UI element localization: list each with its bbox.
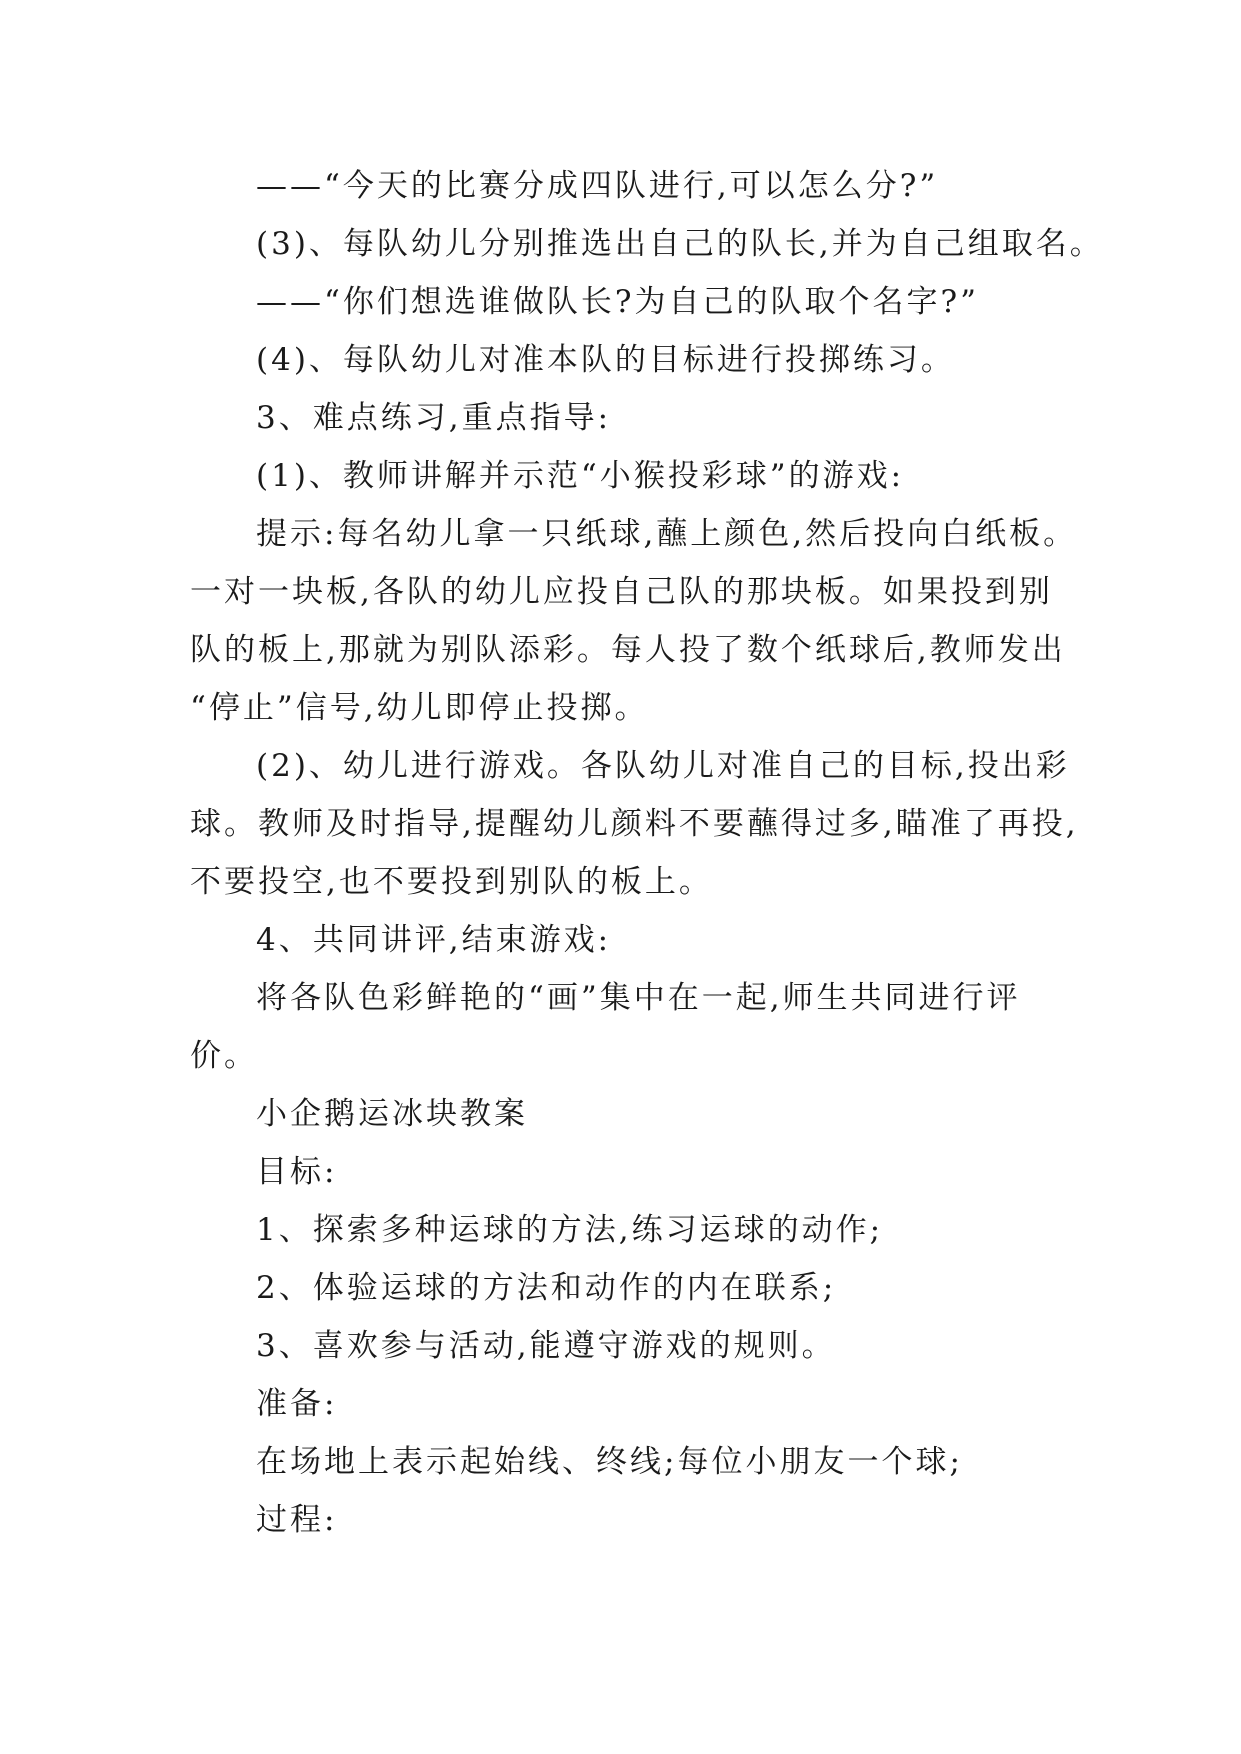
text-line: 将各队色彩鲜艳的“画”集中在一起,师生共同进行评: [256, 980, 1021, 1016]
text-line: 2、体验运球的方法和动作的内在联系;: [256, 1270, 837, 1306]
text-line: 价。: [190, 1038, 258, 1074]
text-line: 准备:: [256, 1386, 338, 1422]
section-title: 小企鹅运冰块教案: [256, 1096, 528, 1132]
text-line: ——“今天的比赛分成四队进行,可以怎么分?”: [256, 168, 939, 204]
text-line: 目标:: [256, 1154, 338, 1190]
text-line: (1)、教师讲解并示范“小猴投彩球”的游戏:: [256, 458, 905, 494]
text-line: 1、探索多种运球的方法,练习运球的动作;: [256, 1212, 884, 1248]
text-line: 队的板上,那就为别队添彩。每人投了数个纸球后,教师发出: [190, 632, 1066, 668]
text-line: 一对一块板,各队的幼儿应投自己队的那块板。如果投到别: [190, 574, 1053, 610]
text-line: (4)、每队幼儿对准本队的目标进行投掷练习。: [256, 342, 955, 378]
text-line: 4、共同讲评,结束游戏:: [256, 922, 612, 958]
text-line: (3)、每队幼儿分别推选出自己的队长,并为自己组取名。: [256, 226, 1104, 262]
text-line: “停止”信号,幼儿即停止投掷。: [190, 690, 649, 726]
text-line: 在场地上表示起始线、终线;每位小朋友一个球;: [256, 1444, 963, 1480]
text-line: 不要投空,也不要投到别队的板上。: [190, 864, 713, 900]
text-line: ——“你们想选谁做队长?为自己的队取个名字?”: [256, 284, 979, 320]
text-line: 球。教师及时指导,提醒幼儿颜料不要蘸得过多,瞄准了再投,: [190, 806, 1079, 842]
text-line: (2)、幼儿进行游戏。各队幼儿对准自己的目标,投出彩: [256, 748, 1070, 784]
text-line: 过程:: [256, 1502, 338, 1538]
text-line: 提示:每名幼儿拿一只纸球,蘸上颜色,然后投向白纸板。: [256, 516, 1078, 552]
text-line: 3、难点练习,重点指导:: [256, 400, 612, 436]
text-line: 3、喜欢参与活动,能遵守游戏的规则。: [256, 1328, 836, 1364]
